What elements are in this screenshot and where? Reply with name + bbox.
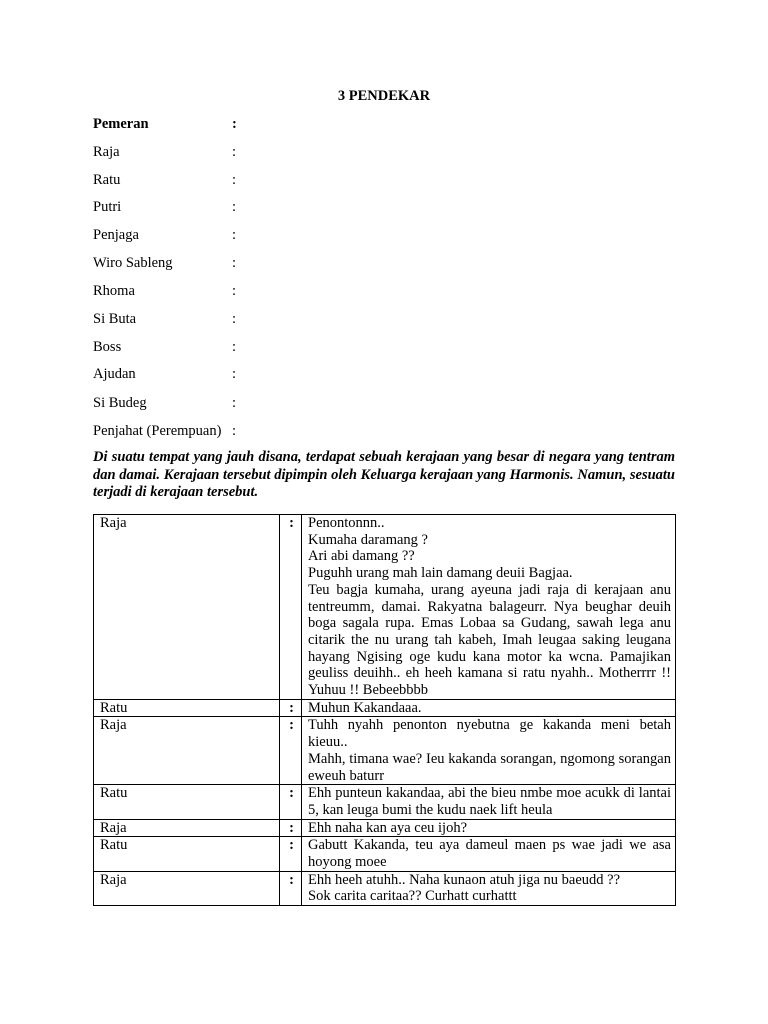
table-row xyxy=(94,871,676,905)
separator-cell: : xyxy=(280,819,302,837)
cast-member xyxy=(93,309,236,329)
speaker-cell: Raja xyxy=(94,515,280,700)
cast-member xyxy=(93,281,236,301)
dialogue-line: Gabutt Kakanda, teu aya dameul maen ps wae jadi we asa hoyong moee xyxy=(308,837,671,871)
cast-header-label: Pemeran xyxy=(93,116,149,132)
table-row xyxy=(94,819,676,837)
cast-member-name: Putri xyxy=(93,199,122,215)
cast-member-colon: : xyxy=(232,423,237,439)
page-title: 3 PENDEKAR xyxy=(337,88,431,104)
cast-member xyxy=(93,421,236,441)
cast-member xyxy=(93,170,236,190)
separator-cell: : xyxy=(280,837,302,871)
cast-member-name: Wiro Sableng xyxy=(93,255,173,271)
dialogue-line: Sok carita caritaa?? Curhatt curhattt xyxy=(308,888,517,905)
separator-cell: : xyxy=(280,785,302,819)
cast-member xyxy=(93,393,236,413)
cast-member-name: Rhoma xyxy=(93,283,135,299)
dialogue-cell xyxy=(302,819,676,837)
dialogue-line: Penontonnn.. xyxy=(308,515,385,531)
table-row xyxy=(94,785,676,819)
dialogue-line: Puguhh urang mah lain damang deuii Bagjaa. xyxy=(308,565,573,582)
separator-cell: : xyxy=(280,717,302,785)
cast-member-name: Penjahat (Perempuan) xyxy=(93,423,222,439)
dialogue-cell xyxy=(302,515,676,700)
dialogue-line: Tuhh nyahh penonton nyebutna ge kakanda meni betah kieuu.. xyxy=(308,717,671,751)
separator-cell: : xyxy=(280,871,302,905)
cast-member-name: Si Buta xyxy=(93,311,137,327)
cast-member xyxy=(93,364,236,384)
table-row xyxy=(94,699,676,717)
cast-member-colon: : xyxy=(232,144,237,160)
cast-member-name: Boss xyxy=(93,339,122,355)
dialogue-line: Kumaha daramang ? xyxy=(308,531,428,548)
dialogue-line: Ehh punteun kakandaa, abi the bieu nmbe moe acukk di lantai 5, kan leuga bumi the kudu naek lift heula xyxy=(308,785,671,818)
cast-member-colon: : xyxy=(232,255,237,271)
speaker-cell: Ratu xyxy=(94,699,280,717)
table-row xyxy=(94,717,676,785)
dialogue-cell xyxy=(302,699,676,717)
cast-member-colon: : xyxy=(232,199,237,215)
speaker-cell: Raja xyxy=(94,717,280,785)
speaker-cell: Ratu xyxy=(94,837,280,871)
speaker-cell: Raja xyxy=(94,871,280,905)
cast-member xyxy=(93,197,236,217)
dialogue-line: Mahh, timana wae? Ieu kakanda sorangan, ngomong sorangan eweuh baturr xyxy=(308,750,671,784)
cast-header xyxy=(93,114,237,134)
cast-member-colon: : xyxy=(232,366,237,382)
speaker-cell: Ratu xyxy=(94,785,280,819)
cast-member xyxy=(93,253,236,273)
speaker-cell: Raja xyxy=(94,819,280,837)
dialogue-cell xyxy=(302,837,676,871)
separator-cell: : xyxy=(280,699,302,717)
cast-member-colon: : xyxy=(232,172,237,188)
dialogue-cell xyxy=(302,717,676,785)
cast-member-colon: : xyxy=(232,227,237,243)
dialogue-cell xyxy=(302,785,676,819)
cast-member xyxy=(93,225,236,245)
cast-header-colon: : xyxy=(232,116,237,132)
dialogue-line: Ari abi damang ?? xyxy=(308,548,415,565)
cast-member-colon: : xyxy=(232,395,237,411)
cast-member-name: Si Budeg xyxy=(93,395,147,411)
intro-paragraph: Di suatu tempat yang jauh disana, terdapat sebuah kerajaan yang besar di negara yang tentram dan damai. Kerajaan tersebut dipimpin oleh Keluarga kerajaan yang Harmonis. Namun, sesuatu terjadi di kerajaan tersebut. xyxy=(93,449,675,500)
separator-cell: : xyxy=(280,515,302,700)
dialogue-table xyxy=(93,514,676,906)
dialogue-line: Ehh heeh atuhh.. Naha kunaon atuh jiga nu baeudd ?? xyxy=(308,871,621,888)
cast-member-name: Penjaga xyxy=(93,227,139,243)
cast-member-name: Ajudan xyxy=(93,366,136,382)
dialogue-line: Teu bagja kumaha, urang ayeuna jadi raja di kerajaan anu tentreumm, damai. Rakyatna balageurr. Nya beughar deuih boga sagala rupa. Emas Lobaa sa Gudang, sawah lega anu citarik the nu urang tah kabeh, Imah leugaa saking leugana hayang Ngising oge kudu kana motor ka wcna. Pamajikan geuliss deuihh.. eh heeh kamana si ratu nyahh.. Motherrrr !! Yuhuu !! Bebeebbbb xyxy=(308,581,671,699)
dialogue-cell xyxy=(302,871,676,905)
cast-member xyxy=(93,337,236,357)
cast-member-name: Ratu xyxy=(93,172,121,188)
table-row xyxy=(94,837,676,871)
cast-member-colon: : xyxy=(232,311,237,327)
cast-member-name: Raja xyxy=(93,144,120,160)
cast-member-colon: : xyxy=(232,283,237,299)
dialogue-line: Ehh naha kan aya ceu ijoh? xyxy=(308,819,468,836)
table-row xyxy=(94,515,676,700)
cast-member-colon: : xyxy=(232,339,237,355)
cast-member xyxy=(93,142,236,162)
dialogue-line: Muhun Kakandaaa. xyxy=(308,699,422,716)
